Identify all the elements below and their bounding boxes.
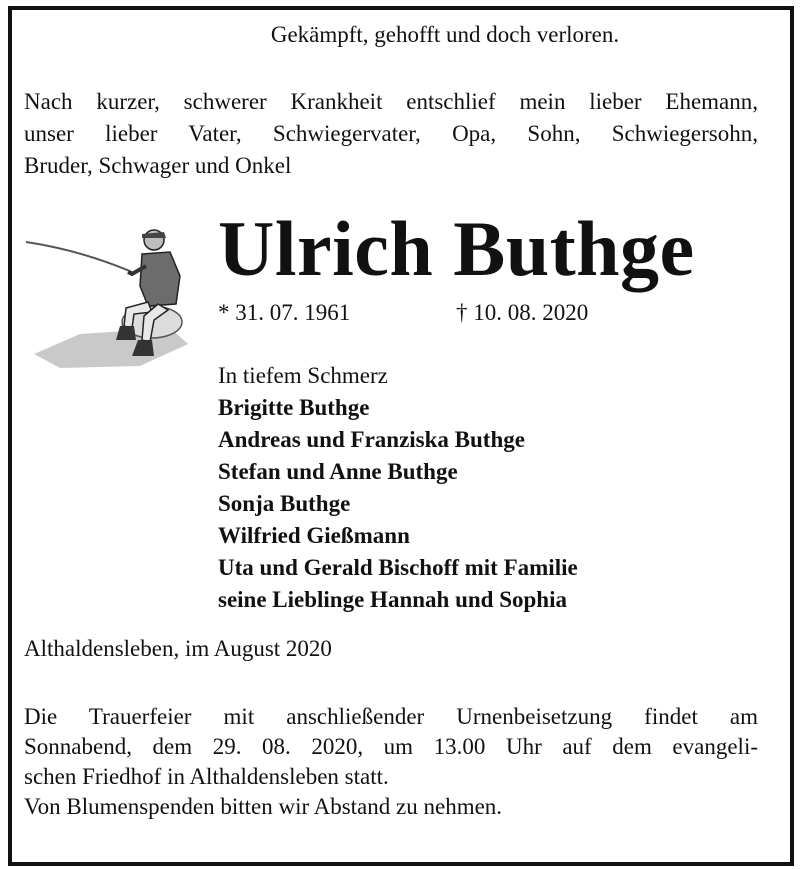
intro-line: unser lieber Vater, Schwiegervater, Opa, Sohn, Schwiegersohn,: [24, 121, 758, 146]
funeral-info: [24, 702, 758, 822]
motto: Gekämpft, gehofft und doch verloren.: [270, 22, 620, 47]
boot-shape: [116, 326, 136, 340]
funeral-line: Sonnabend, dem 29. 08. 2020, um 13.00 Uhr auf dem evangeli-: [24, 734, 758, 759]
place-date: Althaldensleben, im August 2020: [24, 636, 332, 661]
mourners-lead: In tiefem Schmerz: [218, 363, 388, 388]
death-date: † 10. 08. 2020: [456, 300, 589, 325]
mourner-name: Wilfried Gießmann: [218, 523, 410, 548]
mourner-name: Uta und Gerald Bischoff mit Familie: [218, 555, 578, 580]
funeral-line: schen Friedhof in Althaldensleben statt.: [24, 764, 389, 789]
mourner-name: Stefan und Anne Buthge: [218, 459, 458, 484]
birth-date: * 31. 07. 1961: [218, 300, 351, 325]
mourner-name: Brigitte Buthge: [218, 395, 370, 420]
intro-line: Nach kurzer, schwerer Krankheit entschlief mein lieber Ehemann,: [24, 89, 758, 114]
funeral-line: Von Blumenspenden bitten wir Abstand zu nehmen.: [24, 794, 503, 819]
fishing-rod: [26, 242, 132, 272]
mourners-list: [218, 360, 578, 616]
funeral-line: Die Trauerfeier mit anschließender Urnenbeisetzung findet am: [24, 704, 758, 729]
deceased-name: Ulrich Buthge: [218, 205, 695, 292]
mourner-name: Andreas und Franziska Buthge: [218, 427, 525, 452]
mourner-name: Sonja Buthge: [218, 491, 351, 516]
intro-text: [24, 86, 758, 182]
jacket-shape: [140, 252, 180, 306]
fisherman-illustration: [20, 216, 200, 376]
intro-line: Bruder, Schwager und Onkel: [24, 153, 292, 178]
mourner-name: seine Lieblinge Hannah und Sophia: [218, 587, 567, 612]
